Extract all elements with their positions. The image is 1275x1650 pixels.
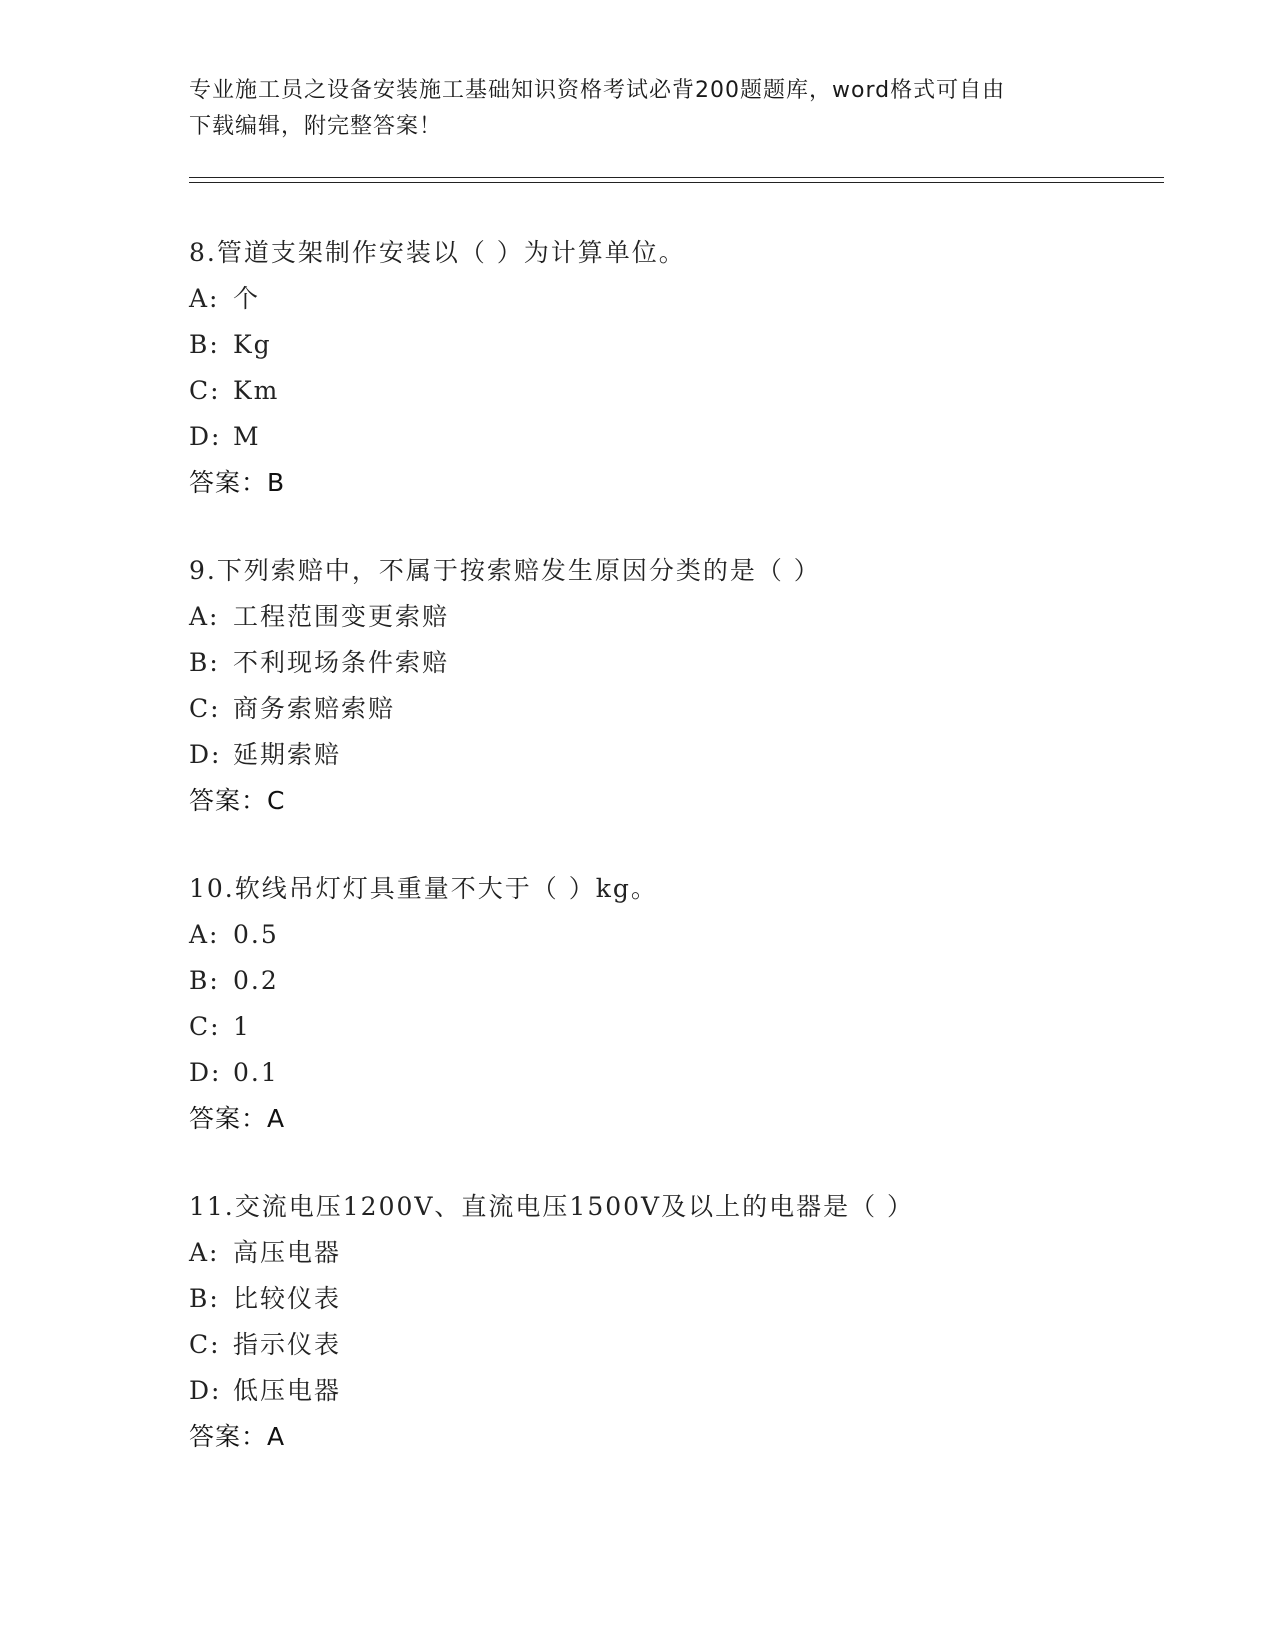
option-key: B:	[189, 1284, 220, 1313]
option-text: 不利现场条件索赔	[233, 648, 450, 677]
option-b	[189, 958, 1149, 1004]
option-text: Kg	[233, 330, 272, 359]
option-a	[189, 912, 1149, 958]
header-divider-top	[189, 177, 1164, 178]
option-a	[189, 1230, 1149, 1276]
option-key: D:	[189, 422, 222, 451]
question-stem: 8.管道支架制作安装以（ ）为计算单位。	[189, 238, 686, 267]
option-b	[189, 1276, 1149, 1322]
option-c	[189, 686, 1149, 732]
document-header	[189, 73, 1089, 145]
option-key: A:	[189, 920, 220, 949]
header-line-2: 下载编辑，附完整答案！	[189, 114, 443, 139]
option-key: C:	[189, 694, 221, 723]
answer-line: 答案：A	[189, 1422, 286, 1451]
question-stem: 9.下列索赔中，不属于按索赔发生原因分类的是（ ）	[189, 556, 821, 585]
option-d	[189, 1050, 1149, 1096]
option-b	[189, 640, 1149, 686]
answer-line: 答案：A	[189, 1104, 286, 1133]
option-c	[189, 368, 1149, 414]
option-text: 商务索赔索赔	[233, 694, 396, 723]
option-text: 0.1	[233, 1058, 279, 1087]
option-key: C:	[189, 1330, 221, 1359]
option-text: 延期索赔	[233, 740, 342, 769]
option-key: D:	[189, 1058, 222, 1087]
option-key: C:	[189, 376, 221, 405]
option-d	[189, 732, 1149, 778]
option-a	[189, 276, 1149, 322]
option-text: 高压电器	[233, 1238, 342, 1267]
option-text: 指示仪表	[233, 1330, 342, 1359]
question-block-10	[189, 866, 1149, 1142]
question-block-11	[189, 1184, 1149, 1460]
option-key: A:	[189, 602, 220, 631]
option-b	[189, 322, 1149, 368]
option-c	[189, 1004, 1149, 1050]
option-a	[189, 594, 1149, 640]
option-key: C:	[189, 1012, 221, 1041]
header-line-1: 专业施工员之设备安装施工基础知识资格考试必背200题题库，word格式可自由	[189, 78, 1006, 103]
option-d	[189, 1368, 1149, 1414]
option-key: B:	[189, 648, 220, 677]
option-key: A:	[189, 1238, 220, 1267]
option-text: 1	[233, 1012, 251, 1041]
option-key: D:	[189, 1376, 222, 1405]
option-key: D:	[189, 740, 222, 769]
option-text: 0.2	[233, 966, 279, 995]
option-key: B:	[189, 966, 220, 995]
option-text: 低压电器	[233, 1376, 342, 1405]
question-block-9	[189, 548, 1149, 824]
option-key: B:	[189, 330, 220, 359]
option-text: M	[233, 422, 261, 451]
header-divider-bottom	[189, 182, 1164, 183]
question-stem: 11.交流电压1200V、直流电压1500V及以上的电器是（ ）	[189, 1192, 915, 1221]
option-text: 0.5	[233, 920, 279, 949]
answer-line: 答案：B	[189, 468, 286, 497]
option-text: 工程范围变更索赔	[233, 602, 450, 631]
option-d	[189, 414, 1149, 460]
option-text: Km	[233, 376, 280, 405]
question-block-8	[189, 230, 1149, 506]
question-stem: 10.软线吊灯灯具重量不大于（ ）kg。	[189, 874, 658, 903]
option-text: 比较仪表	[233, 1284, 342, 1313]
answer-line: 答案：C	[189, 786, 286, 815]
option-c	[189, 1322, 1149, 1368]
option-key: A:	[189, 284, 220, 313]
option-text: 个	[233, 284, 261, 313]
